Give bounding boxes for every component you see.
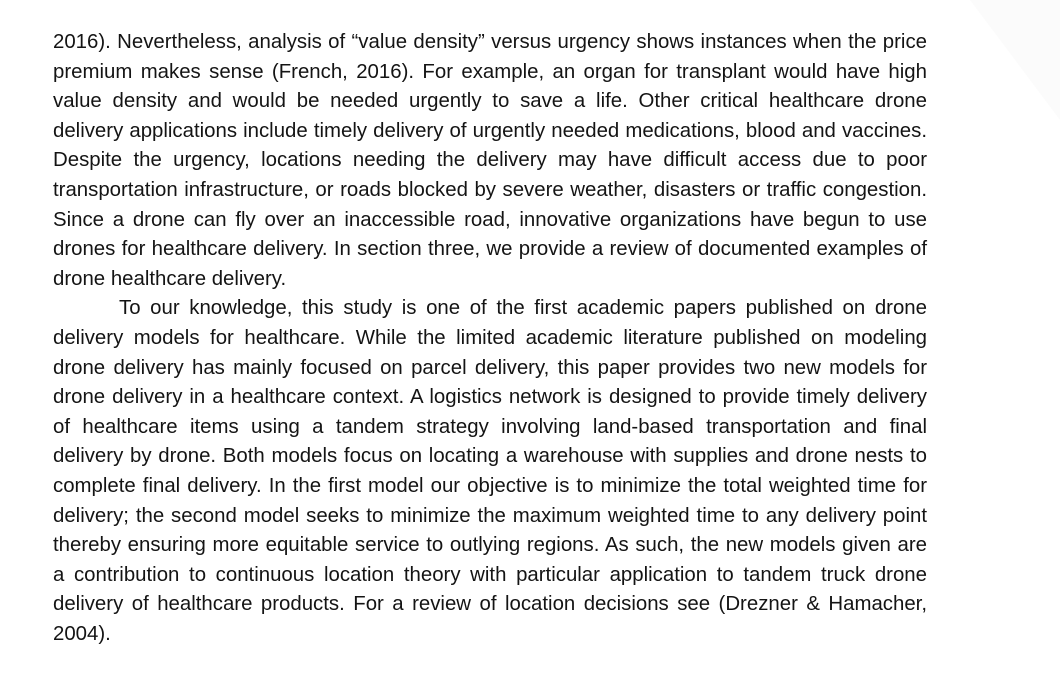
watermark-shape (930, 0, 1060, 120)
body-text (53, 28, 927, 649)
paragraph-study-contribution: To our knowledge, this study is one of the first academic papers published on drone delivery models for healthcare. While the limited academic literature published on modeling drone delivery has mainly focused on parcel delivery, this paper provides two new models for drone delivery in a healthcare context. A logistics network is designed to provide timely delivery of healthcare items using a tandem strategy involving land-based transportation and final delivery by drone. Both models focus on locating a warehouse with supplies and drone nests to complete final delivery. In the first model our objective is to minimize the total weighted time for delivery; the second model seeks to minimize the maximum weighted time to any delivery point thereby ensuring more equitable service to outlying regions. As such, the new models given are a contribution to continuous location theory with particular application to tandem truck drone delivery of healthcare products. For a review of location decisions see (Drezner & Hamacher, 2004). (53, 297, 927, 645)
paragraph-value-density: 2016). Nevertheless, analysis of “value density” versus urgency shows instances when the price premium makes sense (French, 2016). For example, an organ for transplant would have high value density and would be needed urgently to save a life. Other critical healthcare drone delivery applications include timely delivery of urgently needed medications, blood and vaccines. Despite the urgency, locations needing the delivery may have difficult access due to poor transportation infrastructure, or roads blocked by severe weather, disasters or traffic congestion. Since a drone can fly over an inaccessible road, innovative organizations have begun to use drones for healthcare delivery. In section three, we provide a review of documented examples of drone healthcare delivery. (53, 31, 927, 290)
